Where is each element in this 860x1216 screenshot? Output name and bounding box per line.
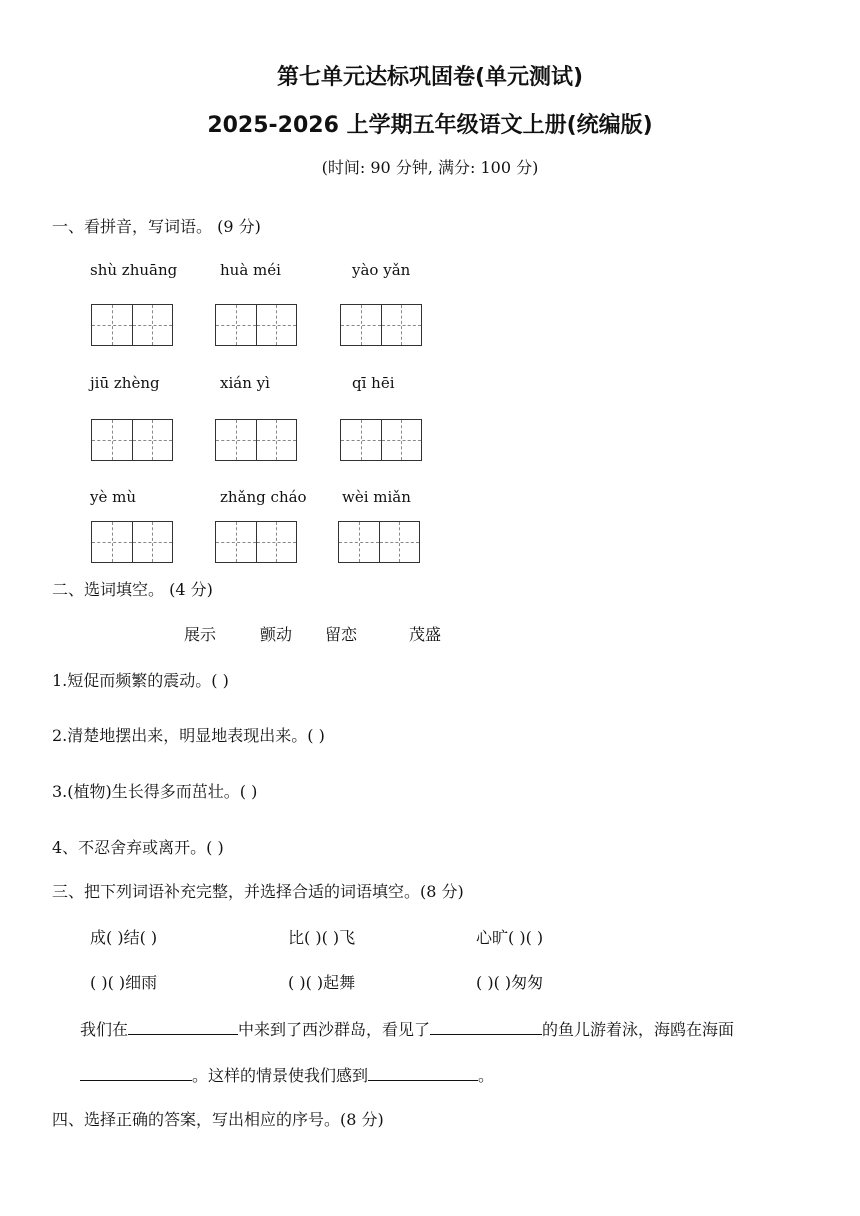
writing-grid-2[interactable] [215, 304, 297, 346]
writing-grid-5[interactable] [215, 419, 297, 461]
pinyin-7: yè mù [90, 488, 137, 506]
para-text-4: 。这样的情景使我们感到 [192, 1066, 369, 1085]
question-1[interactable]: 1.短促而频繁的震动。( ) [52, 671, 229, 690]
pinyin-1: shù zhuāng [90, 261, 178, 279]
subtitle: (时间: 90 分钟, 满分: 100 分) [321, 158, 539, 177]
para-text-2: 中来到了西沙群岛，看见了 [238, 1020, 431, 1039]
pinyin-4: jiū zhèng [90, 374, 160, 392]
fill-blank-4[interactable] [368, 1062, 478, 1081]
idiom-5[interactable]: ( )( )起舞 [288, 973, 356, 992]
title-line-2: 2025-2026 上学期五年级语文上册(统编版) [207, 113, 653, 138]
pinyin-3: yào yǎn [352, 261, 411, 279]
pinyin-2: huà méi [220, 261, 281, 279]
pinyin-6: qī hēi [352, 374, 395, 392]
para-text-5: 。 [478, 1066, 495, 1085]
fill-blank-3[interactable] [80, 1062, 192, 1081]
writing-grid-6[interactable] [340, 419, 422, 461]
para-text-1: 我们在 [80, 1020, 129, 1039]
word-option-4: 茂盛 [409, 625, 442, 644]
idiom-4[interactable]: ( )( )细雨 [90, 973, 158, 992]
section1-heading: 一、看拼音，写词语。 (9 分) [52, 217, 261, 236]
idiom-6[interactable]: ( )( )匆匆 [476, 973, 544, 992]
para-text-3: 的鱼儿游着泳，海鸥在海面 [542, 1020, 735, 1039]
pinyin-5: xián yì [220, 374, 270, 392]
idiom-3[interactable]: 心旷( )( ) [476, 928, 544, 947]
word-option-1: 展示 [184, 625, 217, 644]
paragraph-line-1 [80, 1016, 734, 1040]
writing-grid-8[interactable] [215, 521, 297, 563]
pinyin-8: zhǎng cháo [220, 488, 307, 506]
writing-grid-7[interactable] [91, 521, 173, 563]
writing-grid-4[interactable] [91, 419, 173, 461]
word-option-3: 留恋 [325, 625, 358, 644]
pinyin-9: wèi miǎn [342, 488, 411, 506]
paragraph-line-2 [80, 1062, 494, 1086]
section2-heading: 二、选词填空。 (4 分) [52, 580, 213, 599]
fill-blank-1[interactable] [128, 1016, 238, 1035]
section3-heading: 三、把下列词语补充完整，并选择合适的词语填空。(8 分) [52, 882, 464, 901]
writing-grid-9[interactable] [338, 521, 420, 563]
word-option-2: 颤动 [260, 625, 293, 644]
writing-grid-1[interactable] [91, 304, 173, 346]
fill-blank-2[interactable] [430, 1016, 542, 1035]
question-3[interactable]: 3.(植物)生长得多而茁壮。( ) [52, 782, 258, 801]
section4-heading: 四、选择正确的答案，写出相应的序号。(8 分) [52, 1110, 384, 1129]
title-line-1: 第七单元达标巩固卷(单元测试) [276, 65, 584, 90]
question-2[interactable]: 2.清楚地摆出来，明显地表现出来。( ) [52, 726, 325, 745]
writing-grid-3[interactable] [340, 304, 422, 346]
idiom-1[interactable]: 成( )结( ) [90, 928, 158, 947]
question-4[interactable]: 4、不忍舍弃或离开。( ) [52, 838, 224, 857]
idiom-2[interactable]: 比( )( )飞 [288, 928, 356, 947]
